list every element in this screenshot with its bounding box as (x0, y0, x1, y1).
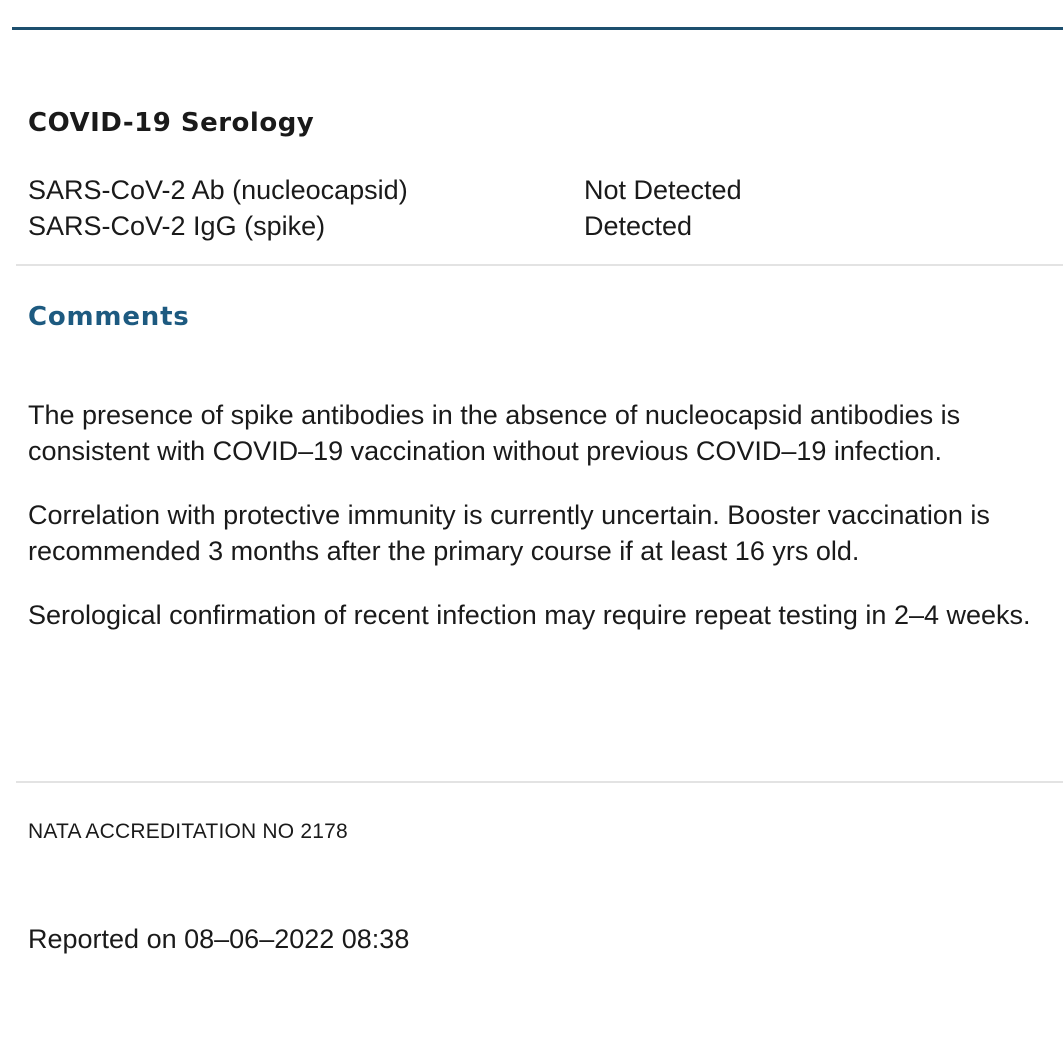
result-row (28, 172, 1028, 208)
section-title: COVID-19 Serology (28, 108, 315, 138)
comment-paragraph: The presence of spike antibodies in the absence of nucleocapsid antibodies is consistent with COVID–19 vaccination without previous COVID–19 infection. (28, 400, 961, 466)
accreditation-number: NATA ACCREDITATION NO 2178 (28, 820, 348, 843)
test-result: Detected (584, 211, 693, 241)
results-table (28, 172, 1028, 244)
test-name: SARS-CoV-2 Ab (nucleocapsid) (28, 175, 408, 205)
comment-paragraph: Correlation with protective immunity is currently uncertain. Booster vaccination is recommended 3 months after the primary course if at least 16 yrs old. (28, 500, 990, 566)
header-rule (12, 27, 1063, 30)
comments-body (28, 397, 1038, 661)
test-name: SARS-CoV-2 IgG (spike) (28, 211, 326, 241)
section-divider (16, 264, 1063, 266)
reported-timestamp: Reported on 08–06–2022 08:38 (28, 924, 410, 954)
test-result: Not Detected (584, 175, 742, 205)
result-row (28, 208, 1028, 244)
comment-paragraph: Serological confirmation of recent infection may require repeat testing in 2–4 weeks. (28, 600, 1031, 630)
section-divider (16, 781, 1063, 783)
comments-title: Comments (28, 302, 190, 332)
